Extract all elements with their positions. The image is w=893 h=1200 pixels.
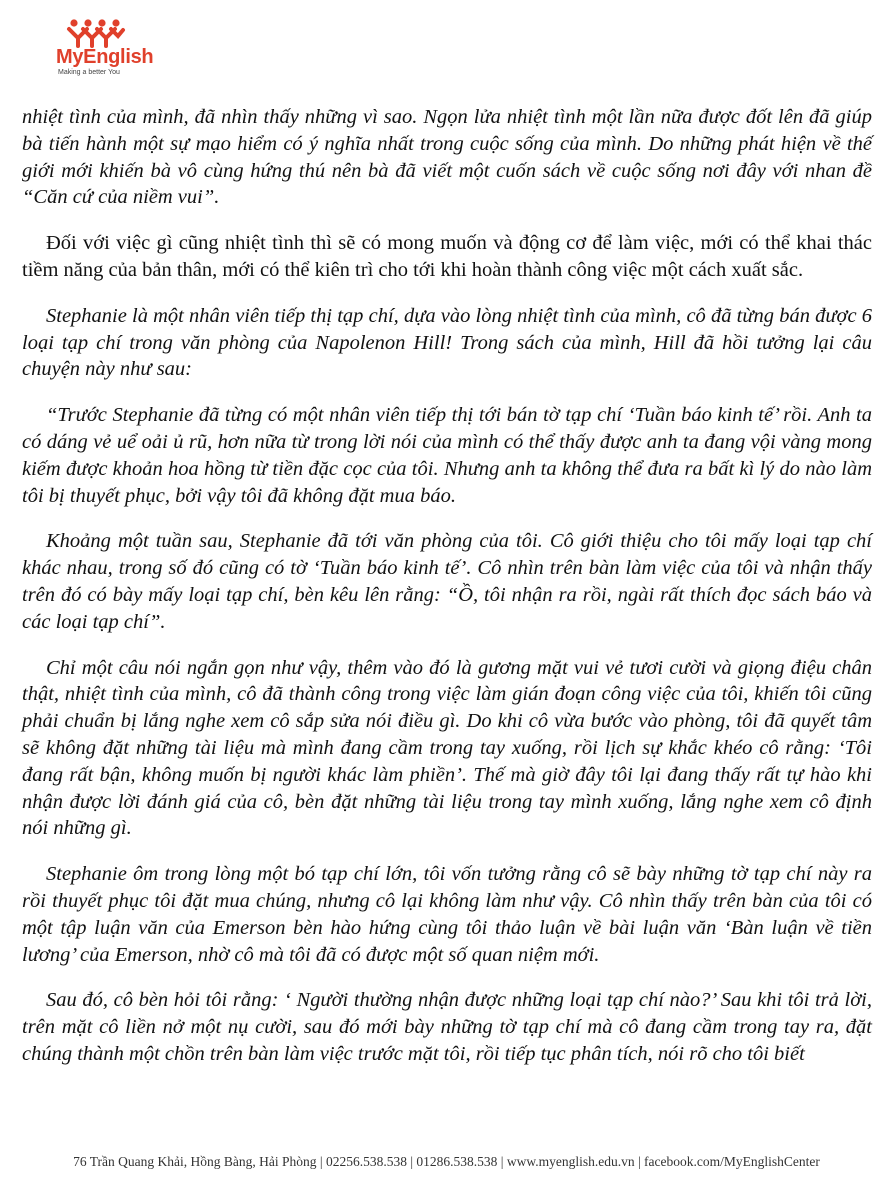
body-paragraph: nhiệt tình của mình, đã nhìn thấy những vì sao. Ngọn lửa nhiệt tình một lần nữa được đốt lên đã giúp bà tiến hành một sự mạo hiểm có ý nghĩa nhất trong cuộc sống của mình. Do những phát hiện về thế giới mới khiến bà vô cùng hứng thú nên bà đã viết một cuốn sách về cuộc sống nơi đây với nhan đề “Căn cứ của niềm vui”. <box>22 106 872 209</box>
body-paragraph: Khoảng một tuần sau, Stephanie đã tới văn phòng của tôi. Cô giới thiệu cho tôi mấy loại tạp chí khác nhau, trong số đó cũng có tờ ‘Tuần báo kinh tế’. Cô nhìn trên bàn làm việc của tôi và nhận thấy trên đó có bày mấy loại tạp chí, bèn kêu lên rằng: “Ồ, tôi nhận ra rồi, ngài rất thích đọc sách báo và các loại tạp chí”. <box>22 530 872 633</box>
people-logo-icon <box>66 18 128 48</box>
document-body <box>22 104 872 1087</box>
body-paragraph: Sau đó, cô bèn hỏi tôi rằng: ‘ Người thường nhận được những loại tạp chí nào?’ Sau khi tôi trả lời, trên mặt cô liền nở một nụ cười, sau đó mới bày những tờ tạp chí mà cô đang cầm trong tay ra, đặt chúng thành một chồn trên bàn làm việc trước mặt tôi, rồi tiếp tục phân tích, nói rõ cho tôi biết <box>22 989 872 1065</box>
body-paragraph: Chỉ một câu nói ngắn gọn như vậy, thêm vào đó là gương mặt vui vẻ tươi cười và giọng điệu chân thật, nhiệt tình của mình, cô đã thành công trong việc làm gián đoạn công việc của tôi, khiến tôi cũng phải chuẩn bị lắng nghe xem cô sắp sửa nói điều gì. Do khi cô vừa bước vào phòng, tôi đã quyết tâm sẽ không đặt những tài liệu mà mình đang cầm trong tay xuống, rồi lịch sự khắc khéo cô rằng: ‘Tôi đang rất bận, không muốn bị người khác làm phiền’. Thế mà giờ đây tôi lại đang thấy rất tự hào khi nhận được lời đánh giá của cô, bèn đặt những tài liệu trong tay mình xuống, lắng nghe xem cô định nói những gì. <box>22 656 872 840</box>
page-footer: 76 Trần Quang Khải, Hồng Bàng, Hải Phòng | 02256.538.538 | 01286.538.538 | www.myenglish.edu.vn | facebook.com/MyEnglishCenter <box>73 1154 820 1169</box>
body-paragraph: Đối với việc gì cũng nhiệt tình thì sẽ có mong muốn và động cơ để làm việc, mới có thể khai thác tiềm năng của bản thân, mới có thể kiên trì cho tới khi hoàn thành công việc một cách xuất sắc. <box>22 232 872 281</box>
brand-name: MyEnglish <box>56 46 154 68</box>
body-paragraph: Stephanie là một nhân viên tiếp thị tạp chí, dựa vào lòng nhiệt tình của mình, cô đã từng bán được 6 loại tạp chí trong văn phòng của Napolenon Hill! Trong sách của mình, Hill đã hồi tưởng lại câu chuyện này như sau: <box>22 304 872 381</box>
body-paragraph: “Trước Stephanie đã từng có một nhân viên tiếp thị tới bán tờ tạp chí ‘Tuần báo kinh tế’ rồi. Anh ta có dáng vẻ uể oải ủ rũ, hơn nữa từ trong lời nói của mình có thể thấy được anh ta đang vội vàng mong kiếm được khoản hoa hồng từ tiền đặc cọc của tôi. Nhưng anh ta không thể đưa ra bất kì lý do nào làm tôi bị thuyết phục, bởi vậy tôi đã không đặt mua báo. <box>22 404 872 507</box>
brand-logo <box>56 18 166 88</box>
brand-tagline: Making a better You <box>58 69 120 76</box>
body-paragraph: Stephanie ôm trong lòng một bó tạp chí lớn, tôi vốn tưởng rằng cô sẽ bày những tờ tạp chí này ra rồi thuyết phục tôi đặt mua chúng, nhưng cô lại không làm như vậy. Cô nhìn thấy trên bàn của tôi có một tập luận văn của Emerson bèn hào hứng cùng tôi thảo luận về bài luận văn ‘Bàn luận về tiền lương’ của Emerson, nhờ cô mà tôi đã có được một số quan niệm mới. <box>22 863 872 966</box>
